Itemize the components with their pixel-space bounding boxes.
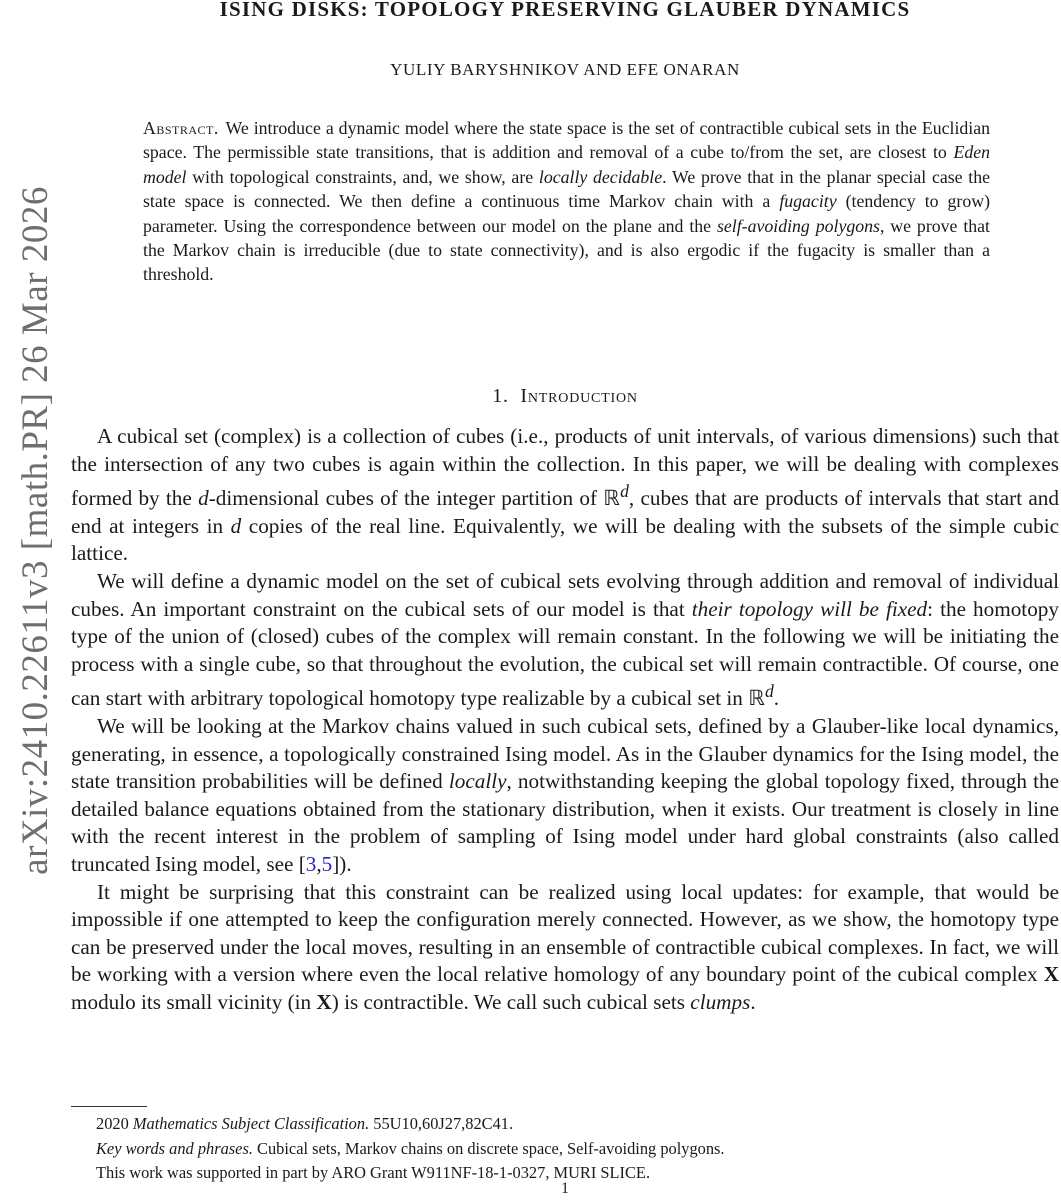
math-bold-x: X: [316, 990, 332, 1014]
abstract-text: We introduce a dynamic model where the state space is the set of contractible cubical sets in the Euclidian space. The permissible state transitions, that is addition and removal of a cube to/from the set, are closest to: [143, 118, 990, 163]
paragraph-2: [71, 568, 1059, 713]
paragraph-text: , cubes that are products of intervals that start and end at integers in: [71, 486, 1059, 538]
abstract-text: (tendency to grow) parameter. Using the correspondence between our model on the plane and the: [143, 191, 990, 236]
section-heading-introduction: [70, 385, 1060, 408]
msc-codes: 55U10,60J27,82C41.: [373, 1114, 514, 1133]
abstract-text: , we prove that the Markov chain is irreducible (due to state connectivity), and is also ergodic if the fugacity is smaller than a threshold.: [143, 215, 990, 285]
arxiv-identifier: arXiv:2410.22611v3 [math.PR] 26 Mar 2026: [14, 185, 56, 875]
footnote-keywords: [71, 1137, 1059, 1162]
abstract-emphasis: self-avoiding polygons: [716, 215, 880, 236]
footnotes: [71, 1112, 1059, 1186]
abstract: [143, 116, 990, 287]
paragraph-text: We will be looking at the Markov chains valued in such cubical sets, defined by a Glauber-like local dynamics, generating, in essence, a topologically constrained Ising model. As in the Glauber dynamics for the Ising model, the state transition probabilities will be defined: [71, 714, 1059, 794]
paper-title: ISING DISKS: TOPOLOGY PRESERVING GLAUBER DYNAMICS: [219, 0, 911, 21]
paragraph-4: [71, 879, 1059, 1017]
page-number: 1: [561, 1180, 569, 1197]
paragraph-text: -dimensional cubes of the integer partition of: [208, 486, 604, 511]
abstract-emphasis: locally decidable: [538, 166, 663, 187]
paragraph-text: A cubical set (complex) is a collection of cubes (i.e., products of unit intervals, of various dimensions) such that the intersection of any two cubes is again within the collection. In this paper, we will be dealing with complexes formed by the: [71, 424, 1059, 511]
paragraph-text: It might be surprising that this constraint can be realized using local updates: for example, that would be impossible if one attempted to keep the configuration merely connected. However, as we show, the homotopy type can be preserved under the local moves, resulting in an ensemble of contractible cubical complexes. In fact, we will be working with a version where even the local relative homology of any boundary point of the cubical complex: [71, 879, 1059, 987]
arxiv-side-stamp: [15, 160, 55, 900]
paragraph-text: ) is contractible. We call such cubical sets: [331, 990, 691, 1014]
paper-authors: YULIY BARYSHNIKOV AND EFE ONARAN: [390, 60, 740, 79]
math-reals: ℝ: [603, 486, 621, 511]
math-d: d: [198, 486, 209, 511]
emphasis: locally: [448, 769, 507, 794]
footnote-rule: [71, 1106, 147, 1107]
citation-separator: ,: [316, 852, 322, 877]
paragraph-text: .: [750, 990, 756, 1014]
paragraph-text: We will define a dynamic model on the set of cubical sets evolving through addition and removal of individual cubes. An important constraint on the cubical sets of our model is that: [71, 569, 1059, 621]
keywords-label: Key words and phrases.: [96, 1138, 253, 1158]
paragraph-text: .: [773, 686, 780, 711]
keywords-text: Cubical sets, Markov chains on discrete space, Self-avoiding polygons.: [257, 1138, 725, 1158]
msc-label: Mathematics Subject Classification.: [132, 1114, 370, 1133]
citation-link-5[interactable]: 5: [321, 852, 333, 877]
paragraph-3: [71, 713, 1059, 879]
math-bold-x: X: [1043, 962, 1059, 987]
section-title: Introduction: [520, 385, 638, 407]
paragraph-1: [71, 423, 1059, 568]
paragraph-text: : the homotopy type of the union of (closed) cubes of the complex will remain constant. In the following we will be initiating the process with a single cube, so that throughout the evolution, the cubical set will remain contractible. Of course, one can start with arbitrary topological homotopy type realizable by a cubical set in: [71, 596, 1059, 711]
footnote-msc: [71, 1112, 1059, 1137]
abstract-emphasis: Eden model: [143, 142, 990, 187]
msc-year: 2020: [96, 1114, 129, 1133]
paragraph-text: copies of the real line. Equivalently, we will be dealing with the subsets of the simple cubic lattice.: [71, 513, 1059, 566]
paragraph-text: , notwithstanding keeping the global topology fixed, through the detailed balance equations obtained from the stationary distribution, when it exists. Our treatment is closely in line with the recent interest in the problem of sampling of Ising model under hard global constraints (also called truncated Ising model, see [: [71, 769, 1059, 877]
math-superscript: d: [620, 481, 629, 502]
paragraph-text: ]).: [332, 852, 352, 877]
section-number: 1.: [492, 385, 509, 407]
footnote-grant: This work was supported in part by ARO Grant W911NF-18-1-0327, MURI SLICE.: [96, 1163, 651, 1182]
emphasis: their topology will be fixed: [691, 596, 928, 621]
abstract-emphasis: fugacity: [779, 191, 837, 212]
introduction-body: [71, 423, 1059, 1017]
citation-link-3[interactable]: 3: [305, 852, 317, 877]
emphasis: clumps: [690, 990, 751, 1014]
math-d: d: [230, 513, 242, 538]
math-superscript: d: [764, 681, 774, 702]
abstract-text: with topological constraints, and, we show, are: [186, 166, 539, 187]
math-reals: ℝ: [748, 686, 765, 711]
abstract-text: . We prove that in the planar special case the state space is connected. We then define a continuous time Markov chain with a: [143, 166, 991, 212]
paragraph-text: modulo its small vicinity (in: [71, 990, 317, 1014]
abstract-label: Abstract.: [143, 118, 219, 138]
